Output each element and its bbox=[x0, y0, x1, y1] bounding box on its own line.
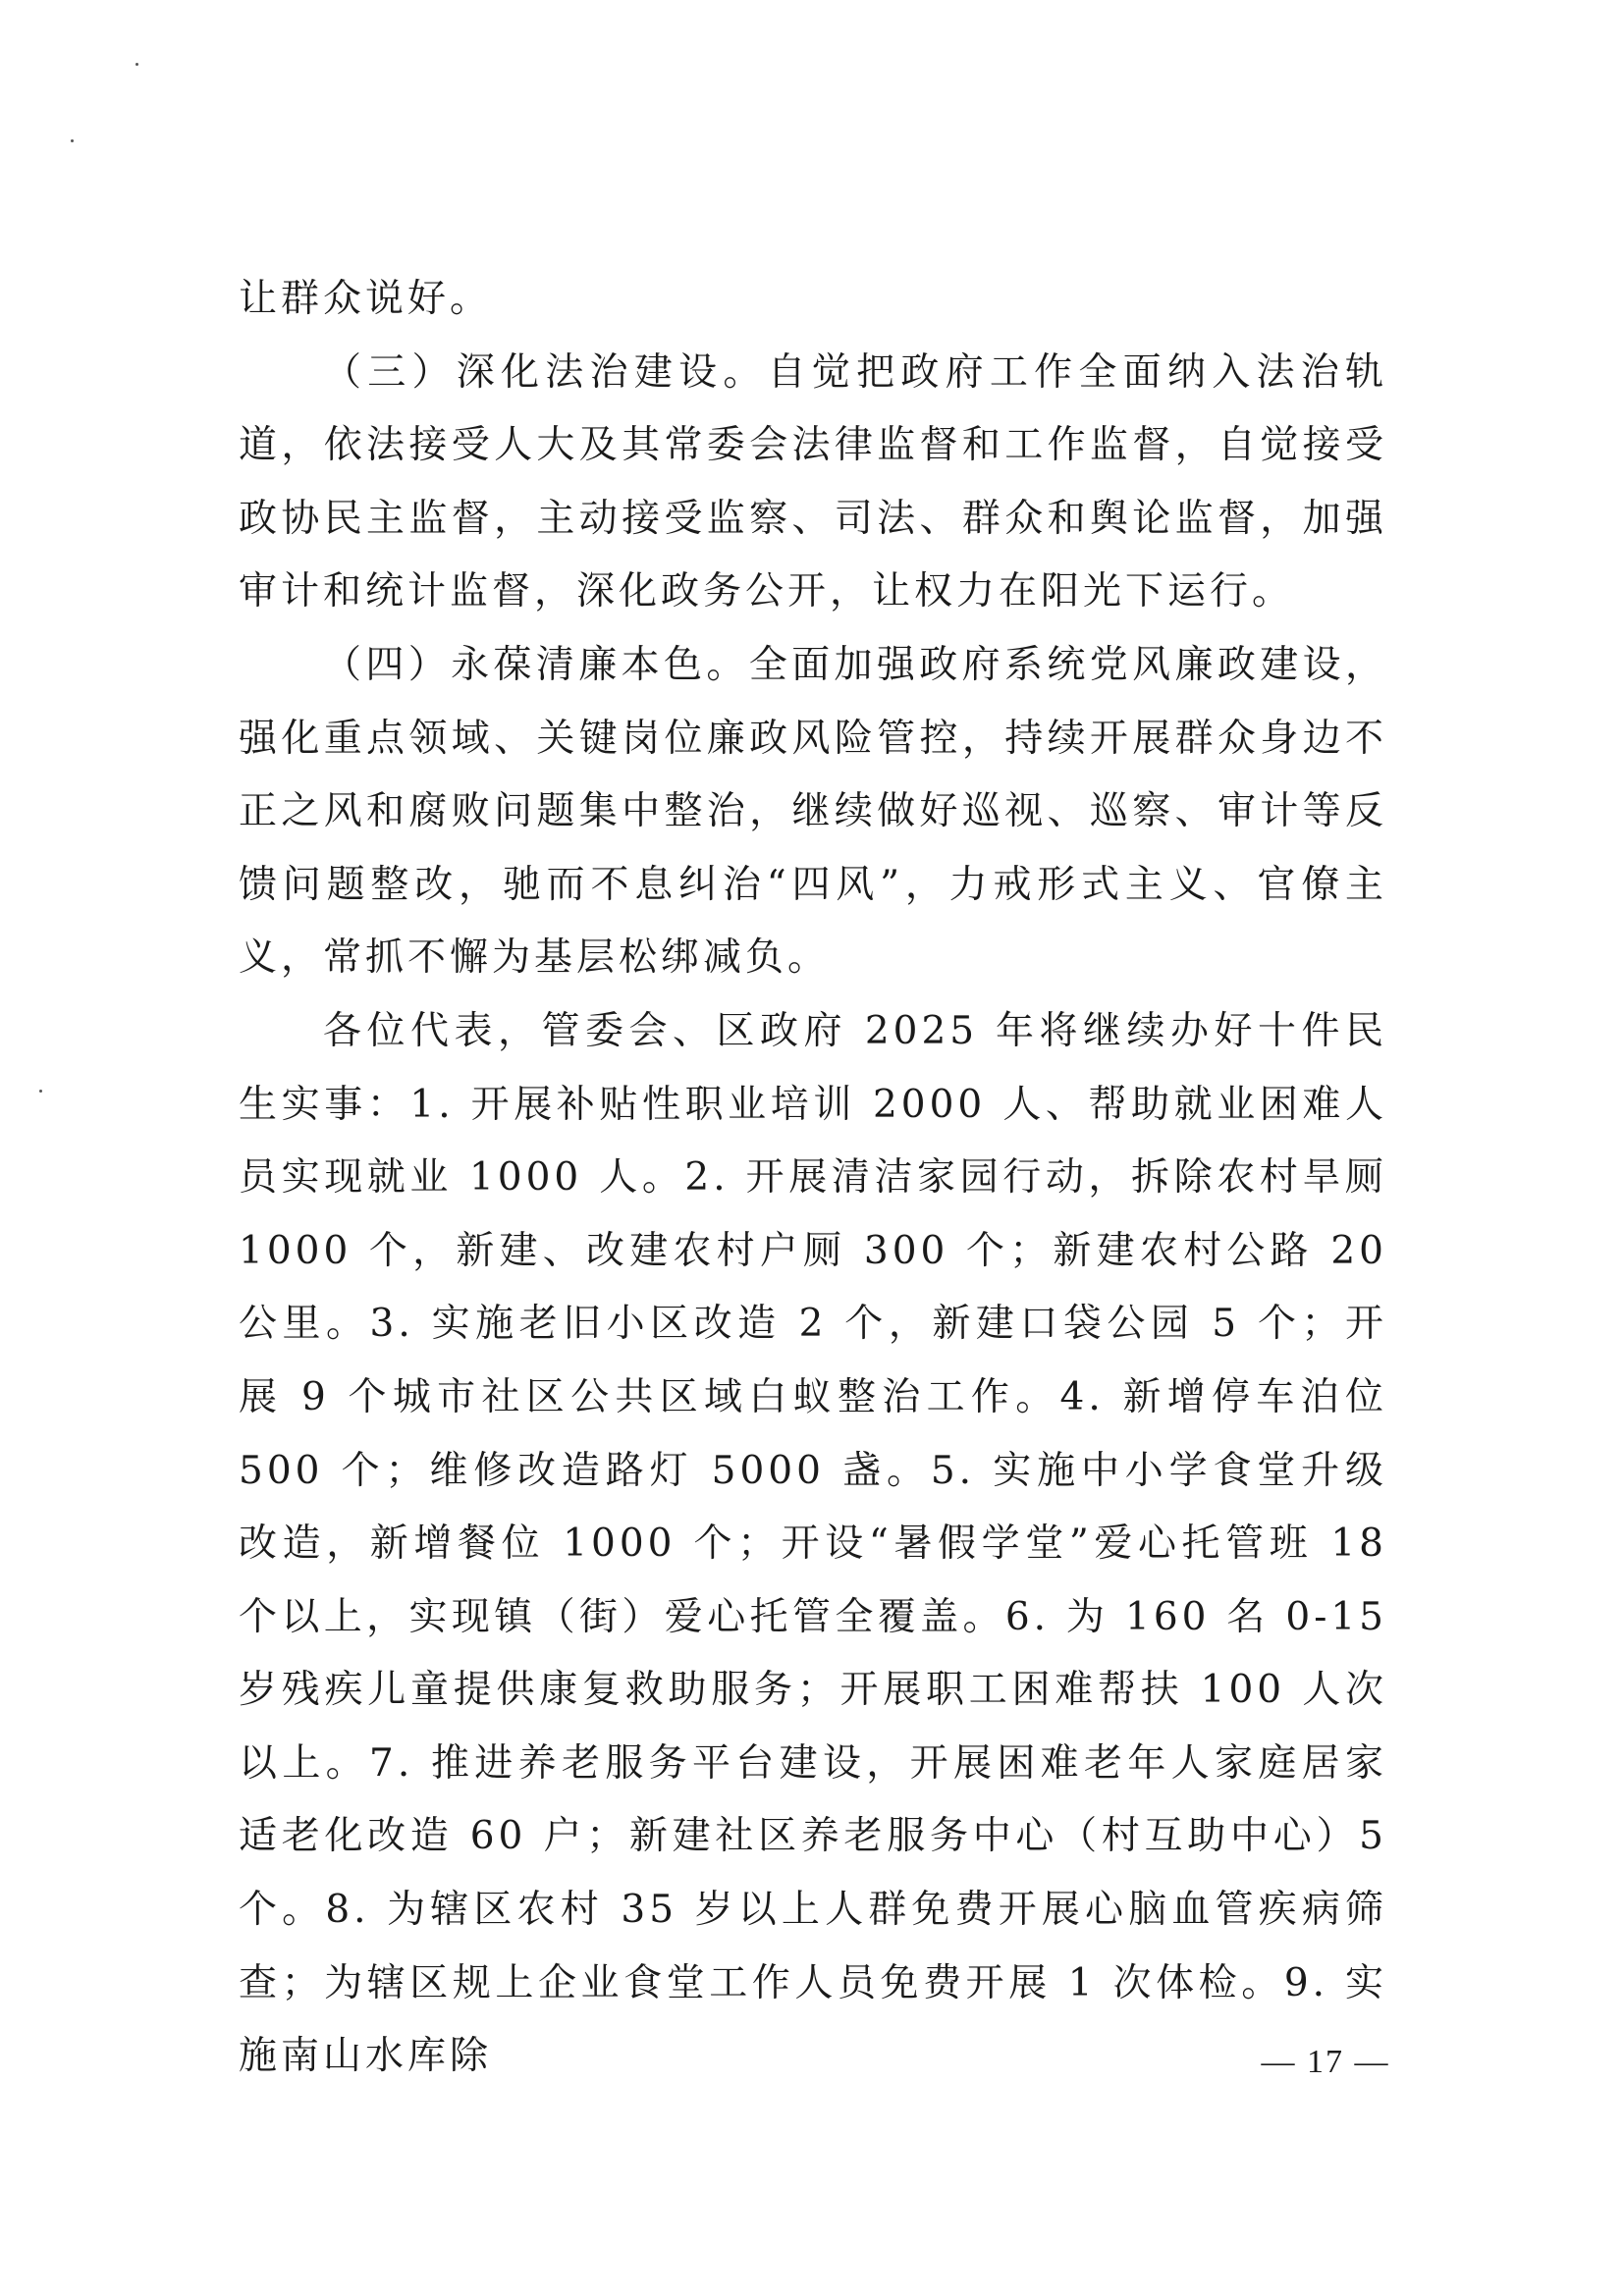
scan-speck bbox=[39, 1090, 42, 1093]
page-number: — 17 — bbox=[1261, 2044, 1390, 2080]
paragraph-rule-of-law: （三）深化法治建设。自觉把政府工作全面纳入法治轨道，依法接受人大及其常委会法律监督和工作监督，自觉接受政协民主监督，主动接受监察、司法、群众和舆论监督，加强审计和统计监督，深化政务公开，让权力在阳光下运行。 bbox=[239, 349, 1387, 614]
scan-speck bbox=[135, 63, 138, 66]
paragraph-livelihood-projects: 各位代表，管委会、区政府 2025 年将继续办好十件民生实事：1. 开展补贴性职业培训 2000 人、帮助就业困难人员实现就业 1000 人。2. 开展清洁家园行动，拆除农村旱厕 1000 个，新建、改建农村户厕 300 个；新建农村公路 20 公里。3. 实施老旧小区改造 2 个，新建口袋公园 5 个；开展 9 个城市社区公共区域白蚁整治工作。4. 新增停车泊位 500 个；维修改造路灯 5000 盏。5. 实施中小学食堂升级改造，新增餐位 1000 个；开设“暑假学堂”爱心托管班 18 个以上，实现镇（街）爱心托管全覆盖。6. 为 160 名 0-15 岁残疾儿童提供康复救助服务；开展职工困难帮扶 100 人次以上。7. 推进养老服务平台建设，开展困难老年人家庭居家适老化改造 60 户；新建社区养老服务中心（村互助中心）5 个。8. 为辖区农村 35 岁以上人群免费开展心脑血管疾病筛查；为辖区规上企业食堂工作人员免费开展 1 次体检。9. 实施南山水库除 bbox=[239, 1008, 1387, 2079]
paragraph-integrity: （四）永葆清廉本色。全面加强政府系统党风廉政建设，强化重点领域、关键岗位廉政风险管控，持续开展群众身边不正之风和腐败问题集中整治，继续做好巡视、巡察、审计等反馈问题整改，驰而不息纠治“四风”，力戒形式主义、官僚主义，常抓不懈为基层松绑减负。 bbox=[239, 642, 1387, 981]
paragraph-continuation: 让群众说好。 bbox=[239, 277, 493, 321]
body-text bbox=[239, 263, 1387, 2094]
scan-speck bbox=[71, 139, 74, 142]
